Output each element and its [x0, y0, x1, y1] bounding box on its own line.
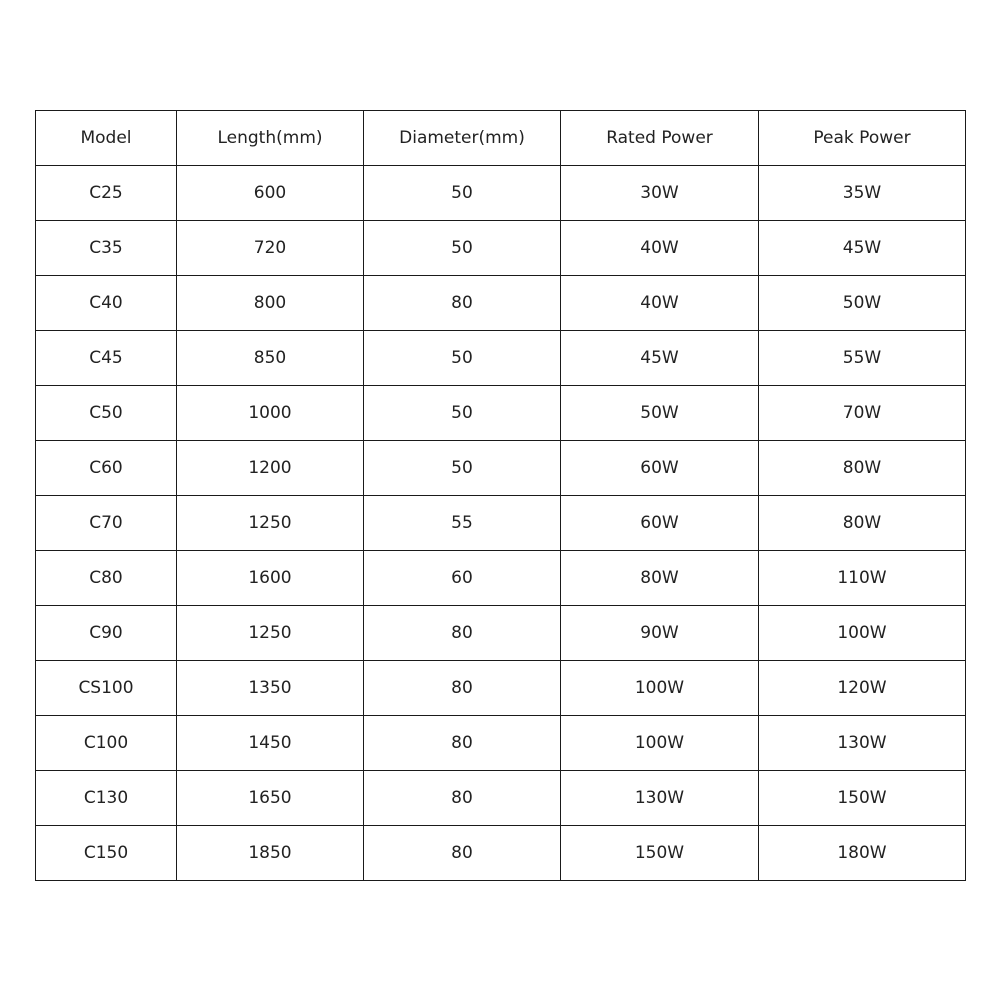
cell-length: 1850	[177, 826, 364, 881]
cell-length: 1000	[177, 386, 364, 441]
cell-peak-power: 80W	[759, 496, 966, 551]
table-row	[36, 166, 966, 221]
cell-model: C25	[36, 166, 177, 221]
cell-diameter: 80	[364, 716, 561, 771]
cell-length: 1200	[177, 441, 364, 496]
cell-length: 600	[177, 166, 364, 221]
cell-rated-power: 80W	[561, 551, 759, 606]
cell-length: 1250	[177, 496, 364, 551]
cell-diameter: 50	[364, 221, 561, 276]
cell-diameter: 80	[364, 606, 561, 661]
cell-length: 1600	[177, 551, 364, 606]
cell-rated-power: 40W	[561, 276, 759, 331]
table-row	[36, 221, 966, 276]
cell-model: C150	[36, 826, 177, 881]
cell-model: C35	[36, 221, 177, 276]
cell-length: 800	[177, 276, 364, 331]
cell-peak-power: 130W	[759, 716, 966, 771]
cell-peak-power: 120W	[759, 661, 966, 716]
cell-length: 720	[177, 221, 364, 276]
table-row	[36, 276, 966, 331]
cell-diameter: 80	[364, 826, 561, 881]
spec-table	[35, 110, 966, 881]
cell-length: 1650	[177, 771, 364, 826]
table-row	[36, 386, 966, 441]
cell-diameter: 80	[364, 661, 561, 716]
cell-peak-power: 110W	[759, 551, 966, 606]
header-model: Model	[36, 111, 177, 166]
cell-diameter: 60	[364, 551, 561, 606]
cell-rated-power: 100W	[561, 661, 759, 716]
table-row	[36, 551, 966, 606]
cell-diameter: 55	[364, 496, 561, 551]
header-row	[36, 111, 966, 166]
cell-peak-power: 180W	[759, 826, 966, 881]
header-rated-power: Rated Power	[561, 111, 759, 166]
table-row	[36, 331, 966, 386]
table-row	[36, 661, 966, 716]
cell-length: 1250	[177, 606, 364, 661]
cell-model: C45	[36, 331, 177, 386]
header-length: Length(mm)	[177, 111, 364, 166]
table-row	[36, 716, 966, 771]
cell-rated-power: 130W	[561, 771, 759, 826]
cell-length: 1350	[177, 661, 364, 716]
cell-diameter: 50	[364, 331, 561, 386]
cell-rated-power: 60W	[561, 496, 759, 551]
table-body	[36, 166, 966, 881]
table-header	[36, 111, 966, 166]
cell-length: 1450	[177, 716, 364, 771]
table-row	[36, 826, 966, 881]
cell-peak-power: 55W	[759, 331, 966, 386]
cell-diameter: 80	[364, 276, 561, 331]
cell-rated-power: 100W	[561, 716, 759, 771]
cell-rated-power: 30W	[561, 166, 759, 221]
cell-peak-power: 80W	[759, 441, 966, 496]
cell-model: C40	[36, 276, 177, 331]
cell-peak-power: 50W	[759, 276, 966, 331]
cell-rated-power: 45W	[561, 331, 759, 386]
table-row	[36, 496, 966, 551]
table-row	[36, 441, 966, 496]
cell-diameter: 50	[364, 386, 561, 441]
header-diameter: Diameter(mm)	[364, 111, 561, 166]
cell-peak-power: 100W	[759, 606, 966, 661]
cell-model: CS100	[36, 661, 177, 716]
table-row	[36, 771, 966, 826]
cell-peak-power: 150W	[759, 771, 966, 826]
cell-peak-power: 35W	[759, 166, 966, 221]
cell-diameter: 80	[364, 771, 561, 826]
cell-rated-power: 90W	[561, 606, 759, 661]
cell-rated-power: 150W	[561, 826, 759, 881]
header-peak-power: Peak Power	[759, 111, 966, 166]
table-row	[36, 606, 966, 661]
cell-rated-power: 40W	[561, 221, 759, 276]
cell-rated-power: 60W	[561, 441, 759, 496]
cell-model: C90	[36, 606, 177, 661]
cell-model: C60	[36, 441, 177, 496]
cell-peak-power: 70W	[759, 386, 966, 441]
cell-model: C100	[36, 716, 177, 771]
cell-peak-power: 45W	[759, 221, 966, 276]
cell-model: C70	[36, 496, 177, 551]
cell-model: C130	[36, 771, 177, 826]
cell-model: C80	[36, 551, 177, 606]
cell-diameter: 50	[364, 441, 561, 496]
cell-model: C50	[36, 386, 177, 441]
cell-diameter: 50	[364, 166, 561, 221]
cell-length: 850	[177, 331, 364, 386]
cell-rated-power: 50W	[561, 386, 759, 441]
